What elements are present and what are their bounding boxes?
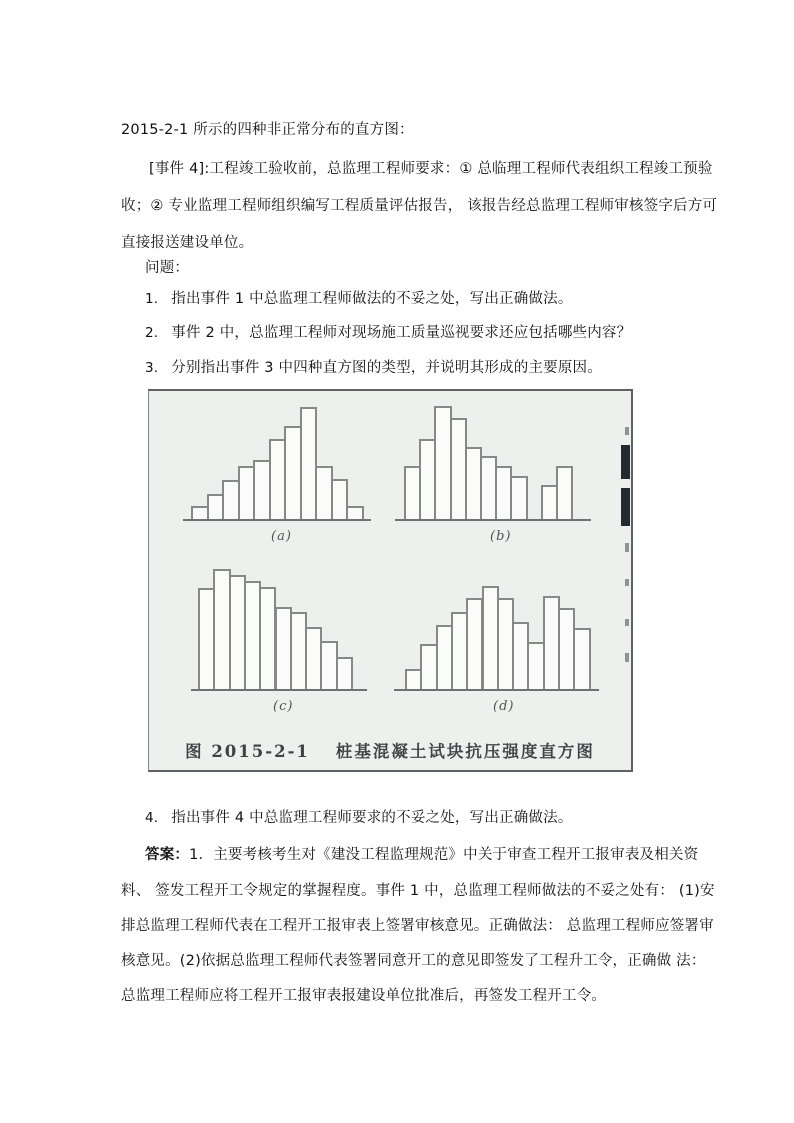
answer-line-5: 总监理工程师应将工程开工报审表报建设单位批准后，再签发工程开工令。 bbox=[121, 988, 607, 1004]
scan-artifact bbox=[625, 543, 629, 552]
axis-baseline-d bbox=[394, 689, 599, 691]
question-text: 事件 2 中，总监理工程师对现场施工质量巡视要求还应包括哪些内容？ bbox=[171, 325, 632, 341]
question-item-2 bbox=[145, 322, 631, 344]
histogram-bar bbox=[573, 628, 590, 689]
document-heading: 2015-2-1 所示的四种非正常分布的直方图： bbox=[121, 122, 414, 138]
answer-line-3: 排总监理工程师代表在工程开工报审表上签署审核意见。正确做法： 总监理工程师应签署审 bbox=[121, 918, 714, 934]
scan-artifact bbox=[625, 427, 629, 435]
question-item-1 bbox=[145, 288, 573, 310]
axis-baseline-c bbox=[191, 689, 367, 691]
event4-line-2: 收；② 专业监理工程师组织编写工程质量评估报告， 该报告经总监理工程师审核签字后方可 bbox=[121, 198, 718, 214]
histogram-bar bbox=[346, 506, 364, 519]
histogram-bar bbox=[510, 476, 527, 519]
figure-scanned-histograms bbox=[148, 389, 633, 772]
scan-artifact bbox=[625, 619, 629, 626]
panel-label-b: (b) bbox=[490, 529, 512, 544]
question-text: 分别指出事件 3 中四种直方图的类型，并说明其形成的主要原因。 bbox=[171, 360, 602, 376]
question-number: 1. bbox=[145, 291, 159, 307]
histogram-bar bbox=[336, 657, 353, 689]
axis-baseline-b bbox=[395, 519, 591, 521]
question-text: 指出事件 1 中总监理工程师做法的不妥之处，写出正确做法。 bbox=[171, 291, 573, 307]
question-item-3 bbox=[145, 357, 602, 379]
axis-baseline-a bbox=[183, 519, 371, 521]
question-item-4 bbox=[145, 807, 573, 829]
question-number: 3. bbox=[145, 360, 159, 376]
panel-label-d: (d) bbox=[493, 699, 515, 714]
answer-line-1 bbox=[145, 844, 725, 866]
figure-canvas bbox=[149, 391, 631, 770]
question-number: 2. bbox=[145, 325, 159, 341]
question-number: 4. bbox=[145, 810, 159, 826]
questions-label: 问题： bbox=[145, 260, 190, 276]
scan-artifact bbox=[625, 579, 629, 586]
figure-caption bbox=[149, 738, 631, 762]
question-text: 指出事件 4 中总监理工程师要求的不妥之处，写出正确做法。 bbox=[171, 810, 573, 826]
scan-artifact bbox=[621, 445, 630, 479]
histogram-bar bbox=[556, 466, 573, 519]
figure-caption-number: 图 2015-2-1 bbox=[185, 742, 310, 761]
answer-label: 答案： bbox=[145, 847, 190, 863]
figure-caption-title: 桩基混凝土试块抗压强度直方图 bbox=[335, 742, 595, 761]
answer-line-4: 核意见。(2)依据总监理工程师代表签署同意开工的意见即签发了工程升工令，正确做 法： bbox=[121, 953, 706, 969]
panel-label-a: (a) bbox=[271, 529, 292, 544]
event4-line-3: 直接报送建设单位。 bbox=[121, 235, 254, 251]
answer-line-2: 料、 签发工程开工令规定的掌握程度。事件 1 中，总监理工程师做法的不妥之处有： (1)安 bbox=[121, 883, 715, 899]
scan-artifact bbox=[625, 653, 629, 662]
event4-line-1: [事件 4]:工程竣工验收前，总监理工程师要求：① 总临理工程师代表组织工程竣工预验 bbox=[149, 161, 713, 177]
panel-label-c: (c) bbox=[273, 699, 294, 714]
scan-artifact bbox=[621, 488, 630, 526]
answer-text: 1．主要考核考生对《建没工程监理规范》中关于审查工程开工报审表及相关资 bbox=[189, 847, 699, 863]
